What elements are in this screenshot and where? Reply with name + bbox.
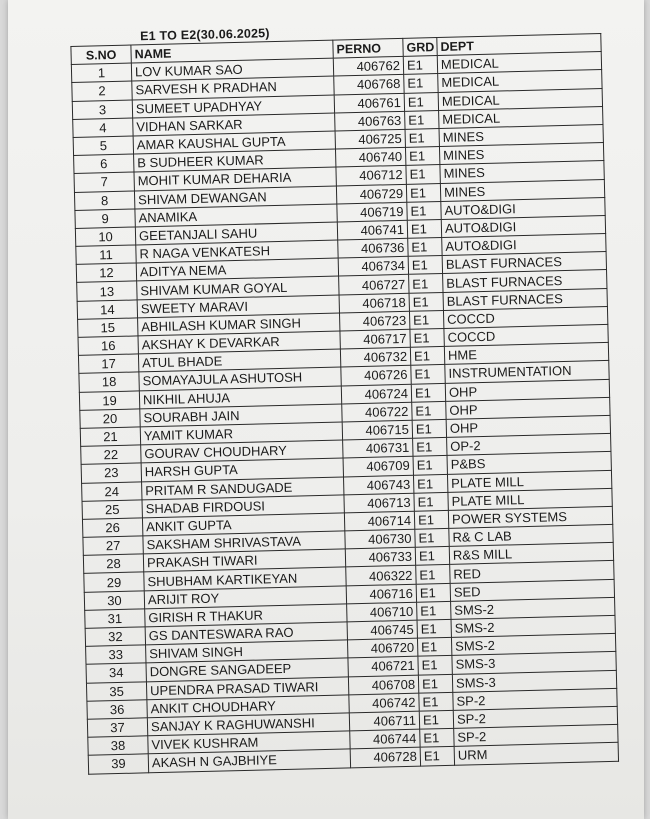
sno-cell: 29 (84, 572, 144, 592)
perno-cell: 406729 (336, 184, 406, 204)
dept-cell: AUTO&DIGI (442, 234, 606, 256)
name-cell: PRAKASH TIWARI (143, 549, 345, 572)
grd-cell: E1 (406, 165, 440, 184)
dept-cell: OHP (446, 397, 610, 419)
dept-cell: SMS-2 (451, 634, 615, 656)
grd-cell: E1 (409, 292, 443, 311)
name-cell: YAMIT KUMAR (140, 422, 342, 445)
dept-cell: SMS-2 (451, 597, 615, 619)
name-cell: ADITYA NEMA (136, 258, 338, 281)
sno-cell: 13 (77, 281, 137, 301)
name-cell: AKASH N GAJBHIYE (148, 749, 350, 772)
perno-cell: 406711 (349, 711, 419, 731)
dept-cell: HME (444, 343, 608, 365)
sno-cell: 33 (86, 645, 146, 665)
name-cell: ANKIT CHOUDHARY (147, 695, 349, 718)
sno-cell: 12 (76, 263, 136, 283)
dept-cell: OP-2 (447, 434, 611, 456)
name-cell: SWEETY MARAVI (137, 295, 339, 318)
document-page (70, 17, 618, 774)
name-cell: GOURAV CHOUDHARY (141, 440, 343, 463)
grd-cell: E1 (404, 92, 438, 111)
name-cell: SAKSHAM SHRIVASTAVA (143, 531, 345, 554)
sno-cell: 2 (72, 81, 132, 101)
dept-cell: MEDICAL (438, 70, 602, 92)
name-cell: SUMEET UPADHYAY (132, 95, 334, 118)
perno-cell: 406731 (343, 438, 413, 458)
sno-cell: 3 (72, 100, 132, 120)
sno-cell: 28 (83, 554, 143, 574)
dept-cell: OHP (445, 379, 609, 401)
dept-cell: AUTO&DIGI (441, 215, 605, 237)
perno-cell: 406722 (342, 402, 412, 422)
grd-cell: E1 (416, 565, 450, 584)
perno-cell: 406736 (338, 238, 408, 258)
sno-cell: 5 (73, 136, 133, 156)
dept-cell: MEDICAL (439, 106, 603, 128)
dept-cell: SMS-2 (451, 615, 615, 637)
perno-cell: 406761 (334, 93, 404, 113)
perno-cell: 406720 (347, 638, 417, 658)
column-header-dept: DEPT (437, 34, 601, 56)
sno-cell: 8 (74, 190, 134, 210)
name-cell: ATUL BHADE (138, 349, 340, 372)
sno-cell: 30 (84, 590, 144, 610)
sno-cell: 38 (88, 736, 148, 756)
perno-cell: 406709 (343, 457, 413, 477)
grd-cell: E1 (410, 347, 444, 366)
grd-cell: E1 (405, 147, 439, 166)
name-cell: B SUDHEER KUMAR (134, 149, 336, 172)
dept-cell: R& C LAB (449, 524, 613, 546)
perno-cell: 406714 (344, 511, 414, 531)
name-cell: AMAR KAUSHAL GUPTA (133, 131, 335, 154)
grd-cell: E1 (411, 365, 445, 384)
sno-cell: 20 (80, 409, 140, 429)
document-heading: E1 TO E2(30.06.2025) (140, 26, 270, 44)
sno-cell: 14 (77, 300, 137, 320)
perno-cell: 406717 (340, 329, 410, 349)
sno-cell: 6 (74, 154, 134, 174)
grd-cell: E1 (417, 619, 451, 638)
name-cell: R NAGA VENKATESH (136, 240, 338, 263)
perno-cell: 406710 (347, 602, 417, 622)
name-cell: GEETANJALI SAHU (135, 222, 337, 245)
dept-cell: MINES (439, 124, 603, 146)
grd-cell: E1 (413, 456, 447, 475)
grd-cell: E1 (418, 656, 452, 675)
grd-cell: E1 (405, 128, 439, 147)
dept-cell: SP-2 (453, 688, 617, 710)
grd-cell: E1 (408, 256, 442, 275)
perno-cell: 406741 (337, 220, 407, 240)
perno-cell: 406763 (335, 111, 405, 131)
name-cell: SHIVAM KUMAR GOYAL (137, 276, 339, 299)
perno-cell: 406713 (344, 493, 414, 513)
name-cell: SOMAYAJULA ASHUTOSH (139, 367, 341, 390)
dept-cell: BLAST FURNACES (443, 270, 607, 292)
dept-cell: SED (450, 579, 614, 601)
dept-cell: COCCD (443, 306, 607, 328)
sno-cell: 16 (78, 336, 138, 356)
perno-cell: 406727 (339, 275, 409, 295)
dept-cell: OHP (446, 415, 610, 437)
sno-cell: 9 (75, 209, 135, 229)
grd-cell: E1 (414, 492, 448, 511)
name-cell: SHUBHAM KARTIKEYAN (144, 567, 346, 590)
sno-cell: 36 (87, 700, 147, 720)
perno-cell: 406322 (346, 566, 416, 586)
grd-cell: E1 (405, 110, 439, 129)
dept-cell: MEDICAL (438, 88, 602, 110)
name-cell: HARSH GUPTA (141, 458, 343, 481)
name-cell: SOURABH JAIN (140, 404, 342, 427)
column-header-name: NAME (131, 40, 333, 63)
sno-cell: 26 (82, 518, 142, 538)
column-header-grd: GRD (403, 38, 437, 57)
perno-cell: 406730 (345, 529, 415, 549)
sno-cell: 34 (86, 663, 146, 683)
dept-cell: INSTRUMENTATION (445, 361, 609, 383)
perno-cell: 406708 (348, 675, 418, 695)
dept-cell: MEDICAL (437, 52, 601, 74)
sno-cell: 39 (88, 754, 148, 774)
perno-cell: 406740 (335, 147, 405, 167)
dept-cell: SP-2 (453, 706, 617, 728)
sno-cell: 24 (82, 481, 142, 501)
perno-cell: 406723 (339, 311, 409, 331)
sno-cell: 32 (85, 627, 145, 647)
promotion-table (70, 33, 619, 774)
name-cell: SANJAY K RAGHUWANSHI (147, 713, 349, 736)
grd-cell: E1 (409, 274, 443, 293)
dept-cell: COCCD (444, 324, 608, 346)
name-cell: GS DANTESWARA RAO (145, 622, 347, 645)
name-cell: PRITAM R SANDUGADE (142, 476, 344, 499)
perno-cell: 406768 (334, 75, 404, 95)
sno-cell: 23 (81, 463, 141, 483)
perno-cell: 406734 (338, 257, 408, 277)
name-cell: SHIVAM SINGH (146, 640, 348, 663)
dept-cell: MINES (440, 161, 604, 183)
name-cell: UPENDRA PRASAD TIWARI (146, 676, 348, 699)
grd-cell: E1 (420, 747, 454, 766)
name-cell: NIKHIL AHUJA (139, 386, 341, 409)
name-cell: ABHILASH KUMAR SINGH (138, 313, 340, 336)
sno-cell: 7 (74, 172, 134, 192)
perno-cell: 406719 (337, 202, 407, 222)
perno-cell: 406728 (350, 747, 420, 767)
grd-cell: E1 (414, 510, 448, 529)
dept-cell: SMS-3 (452, 652, 616, 674)
name-cell: MOHIT KUMAR DEHARIA (134, 167, 336, 190)
grd-cell: E1 (412, 401, 446, 420)
table-body (71, 52, 618, 774)
dept-cell: RED (450, 561, 614, 583)
perno-cell: 406732 (340, 347, 410, 367)
perno-cell: 406716 (346, 584, 416, 604)
name-cell: ANAMIKA (135, 204, 337, 227)
name-cell: SHADAB FIRDOUSI (142, 495, 344, 518)
name-cell: ARIJIT ROY (144, 586, 346, 609)
sno-cell: 21 (80, 427, 140, 447)
dept-cell: POWER SYSTEMS (448, 506, 612, 528)
name-cell: VIVEK KUSHRAM (148, 731, 350, 754)
dept-cell: URM (454, 743, 618, 765)
dept-cell: PLATE MILL (448, 488, 612, 510)
grd-cell: E1 (404, 74, 438, 93)
perno-cell: 406721 (348, 657, 418, 677)
perno-cell: 406715 (342, 420, 412, 440)
sno-cell: 11 (76, 245, 136, 265)
dept-cell: MINES (440, 179, 604, 201)
grd-cell: E1 (415, 528, 449, 547)
sno-cell: 35 (86, 681, 146, 701)
perno-cell: 406743 (343, 475, 413, 495)
dept-cell: SP-2 (454, 724, 618, 746)
perno-cell: 406733 (345, 547, 415, 567)
dept-cell: BLAST FURNACES (442, 252, 606, 274)
dept-cell: SMS-3 (452, 670, 616, 692)
perno-cell: 406745 (347, 620, 417, 640)
name-cell: SHIVAM DEWANGAN (134, 186, 336, 209)
grd-cell: E1 (419, 710, 453, 729)
sno-cell: 17 (78, 354, 138, 374)
sno-cell: 25 (82, 500, 142, 520)
dept-cell: P&BS (447, 452, 611, 474)
grd-cell: E1 (407, 201, 441, 220)
sno-cell: 18 (79, 372, 139, 392)
name-cell: AKSHAY K DEVARKAR (138, 331, 340, 354)
sno-cell: 10 (75, 227, 135, 247)
sno-cell: 27 (83, 536, 143, 556)
grd-cell: E1 (415, 547, 449, 566)
grd-cell: E1 (417, 638, 451, 657)
name-cell: DONGRE SANGADEEP (146, 658, 348, 681)
grd-cell: E1 (413, 474, 447, 493)
name-cell: LOV KUMAR SAO (131, 58, 333, 81)
sno-cell: 19 (79, 390, 139, 410)
grd-cell: E1 (412, 419, 446, 438)
sno-cell: 15 (78, 318, 138, 338)
sno-cell: 37 (87, 718, 147, 738)
grd-cell: E1 (420, 728, 454, 747)
grd-cell: E1 (413, 438, 447, 457)
grd-cell: E1 (408, 238, 442, 257)
perno-cell: 406724 (341, 384, 411, 404)
perno-cell: 406725 (335, 129, 405, 149)
dept-cell: MINES (439, 143, 603, 165)
grd-cell: E1 (417, 601, 451, 620)
name-cell: VIDHAN SARKAR (133, 113, 335, 136)
grd-cell: E1 (418, 674, 452, 693)
dept-cell: R&S MILL (449, 543, 613, 565)
grd-cell: E1 (403, 56, 437, 75)
sno-cell: 22 (81, 445, 141, 465)
perno-cell: 406744 (350, 729, 420, 749)
grd-cell: E1 (416, 583, 450, 602)
grd-cell: E1 (410, 328, 444, 347)
perno-cell: 406712 (336, 166, 406, 186)
sno-cell: 31 (85, 609, 145, 629)
grd-cell: E1 (419, 692, 453, 711)
dept-cell: PLATE MILL (447, 470, 611, 492)
perno-cell: 406762 (333, 57, 403, 77)
paper-sheet (8, 0, 644, 819)
grd-cell: E1 (409, 310, 443, 329)
sno-cell: 1 (71, 63, 131, 83)
perno-cell: 406742 (349, 693, 419, 713)
perno-cell: 406726 (341, 366, 411, 386)
column-header-sno: S.NO (71, 45, 131, 65)
dept-cell: BLAST FURNACES (443, 288, 607, 310)
name-cell: ANKIT GUPTA (142, 513, 344, 536)
column-header-perno: PERNO (333, 38, 403, 58)
sno-cell: 4 (73, 118, 133, 138)
name-cell: GIRISH R THAKUR (145, 604, 347, 627)
perno-cell: 406718 (339, 293, 409, 313)
grd-cell: E1 (407, 219, 441, 238)
name-cell: SARVESH K PRADHAN (132, 76, 334, 99)
dept-cell: AUTO&DIGI (441, 197, 605, 219)
grd-cell: E1 (411, 383, 445, 402)
grd-cell: E1 (406, 183, 440, 202)
